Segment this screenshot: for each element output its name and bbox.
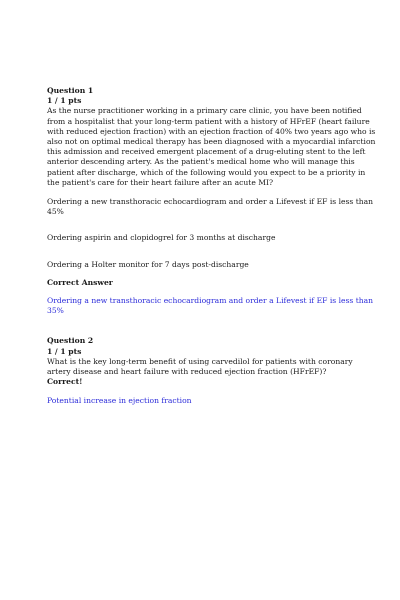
- question-1-option-2[interactable]: Ordering aspirin and clopidogrel for 3 months at discharge: [47, 233, 276, 243]
- quiz-page: [47, 86, 377, 407]
- question-2-status: Correct!: [47, 377, 83, 387]
- question-2-block: [47, 336, 377, 406]
- question-2-answer[interactable]: Potential increase in ejection fraction: [47, 396, 192, 406]
- question-2-text: What is the key long-term benefit of using carvedilol for patients with coronary artery disease and heart failure with reduced ejection fraction (HFrEF)?: [47, 356, 353, 377]
- question-1-title: Question 1: [47, 86, 94, 95]
- question-1-correct-label: Correct Answer: [47, 277, 113, 287]
- question-1-points: 1 / 1 pts: [47, 96, 82, 106]
- question-1-option-1[interactable]: Ordering a new transthoracic echocardiogram and order a Lifevest if EF is less than 45%: [47, 197, 374, 217]
- question-1-correct-answer: Ordering a new transthoracic echocardiogram and order a Lifevest if EF is less than 35%: [47, 296, 374, 316]
- question-1-option-3[interactable]: Ordering a Holter monitor for 7 days post-discharge: [47, 259, 249, 269]
- question-2-points: 1 / 1 pts: [47, 346, 82, 356]
- question-2-title: Question 2: [47, 336, 94, 346]
- question-1-text: As the nurse practitioner working in a primary care clinic, you have been notified from a hospitalist that your long-term patient with a history of HFrEF (heart failure with reduced ejection fraction) with an ejection fraction of 40% two years ago who is also not on optimal medical therapy has been diagnosed with a myocardial infarction this admission and received emergent placement of a drug-eluting stent to the left anterior descending artery. As the patient's medical home who will manage this patient after discharge, which of the following would you expect to be a priority in the patient's care for their heart failure after an acute MI?: [47, 106, 376, 187]
- question-1-block: [47, 86, 377, 316]
